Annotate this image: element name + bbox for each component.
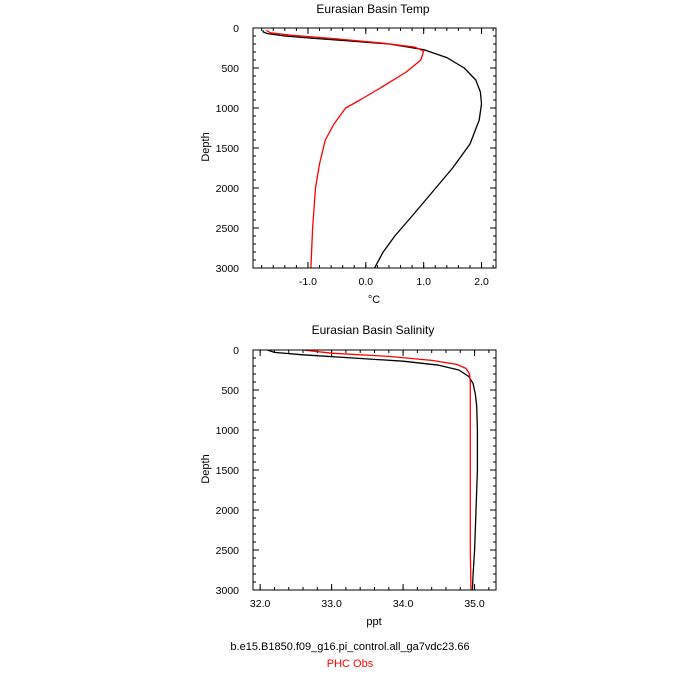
temp-x-tick-label: 1.0 (416, 276, 431, 288)
salinity-ylabel: Depth (200, 454, 212, 484)
temp-y-tick-label: 1000 (215, 103, 239, 115)
salinity-y-tick-label: 3000 (215, 585, 239, 597)
salinity-y-tick-label: 2000 (215, 505, 239, 517)
temp-y-tick-label: 3000 (215, 263, 239, 275)
temp-y-tick-label: 0 (233, 23, 239, 35)
temp-x-tick-label: 2.0 (474, 276, 489, 288)
salinity-x-tick-label: 32.0 (249, 598, 271, 610)
observation-label: PHC Obs (326, 658, 374, 670)
salinity-xlabel: ppt (366, 616, 382, 628)
temp-plot-frame (253, 28, 496, 268)
salinity-x-tick-label: 35.0 (464, 598, 485, 610)
temp-x-tick-label: 0.0 (358, 276, 374, 288)
temp-ylabel: Depth (200, 132, 212, 162)
temp-y-tick-label: 2000 (215, 183, 239, 195)
salinity-obs-line (303, 350, 471, 590)
temp-x-tick-label: -1.0 (298, 276, 318, 288)
model-run-label: b.e15.B1850.f09_g16.pi_control.all_ga7vdc23.66 (230, 641, 470, 653)
salinity-x-tick-label: 33.0 (321, 598, 342, 610)
temp-y-tick-label: 2500 (215, 223, 239, 235)
temp-title: Eurasian Basin Temp (316, 2, 430, 16)
salinity-title: Eurasian Basin Salinity (311, 323, 435, 337)
salinity-model-line (267, 350, 477, 590)
salinity-y-tick-label: 1500 (215, 465, 239, 477)
temp-obs-line (266, 30, 423, 268)
temp-panel (200, 2, 496, 306)
temp-xlabel: °C (367, 294, 381, 306)
salinity-lines (267, 350, 477, 590)
temp-model-line (263, 30, 482, 268)
temp-y-tick-label: 1500 (215, 143, 239, 155)
salinity-y-tick-label: 2500 (215, 545, 239, 557)
temp-axes (216, 23, 496, 288)
salinity-x-tick-label: 34.0 (392, 598, 414, 610)
salinity-plot-frame (253, 350, 496, 590)
salinity-panel (200, 323, 496, 628)
salinity-y-tick-label: 0 (233, 345, 239, 357)
salinity-axes (216, 345, 496, 610)
salinity-y-tick-label: 1000 (215, 425, 239, 437)
temp-y-tick-label: 500 (221, 63, 239, 75)
salinity-y-tick-label: 500 (221, 385, 239, 397)
temp-lines (263, 30, 482, 268)
